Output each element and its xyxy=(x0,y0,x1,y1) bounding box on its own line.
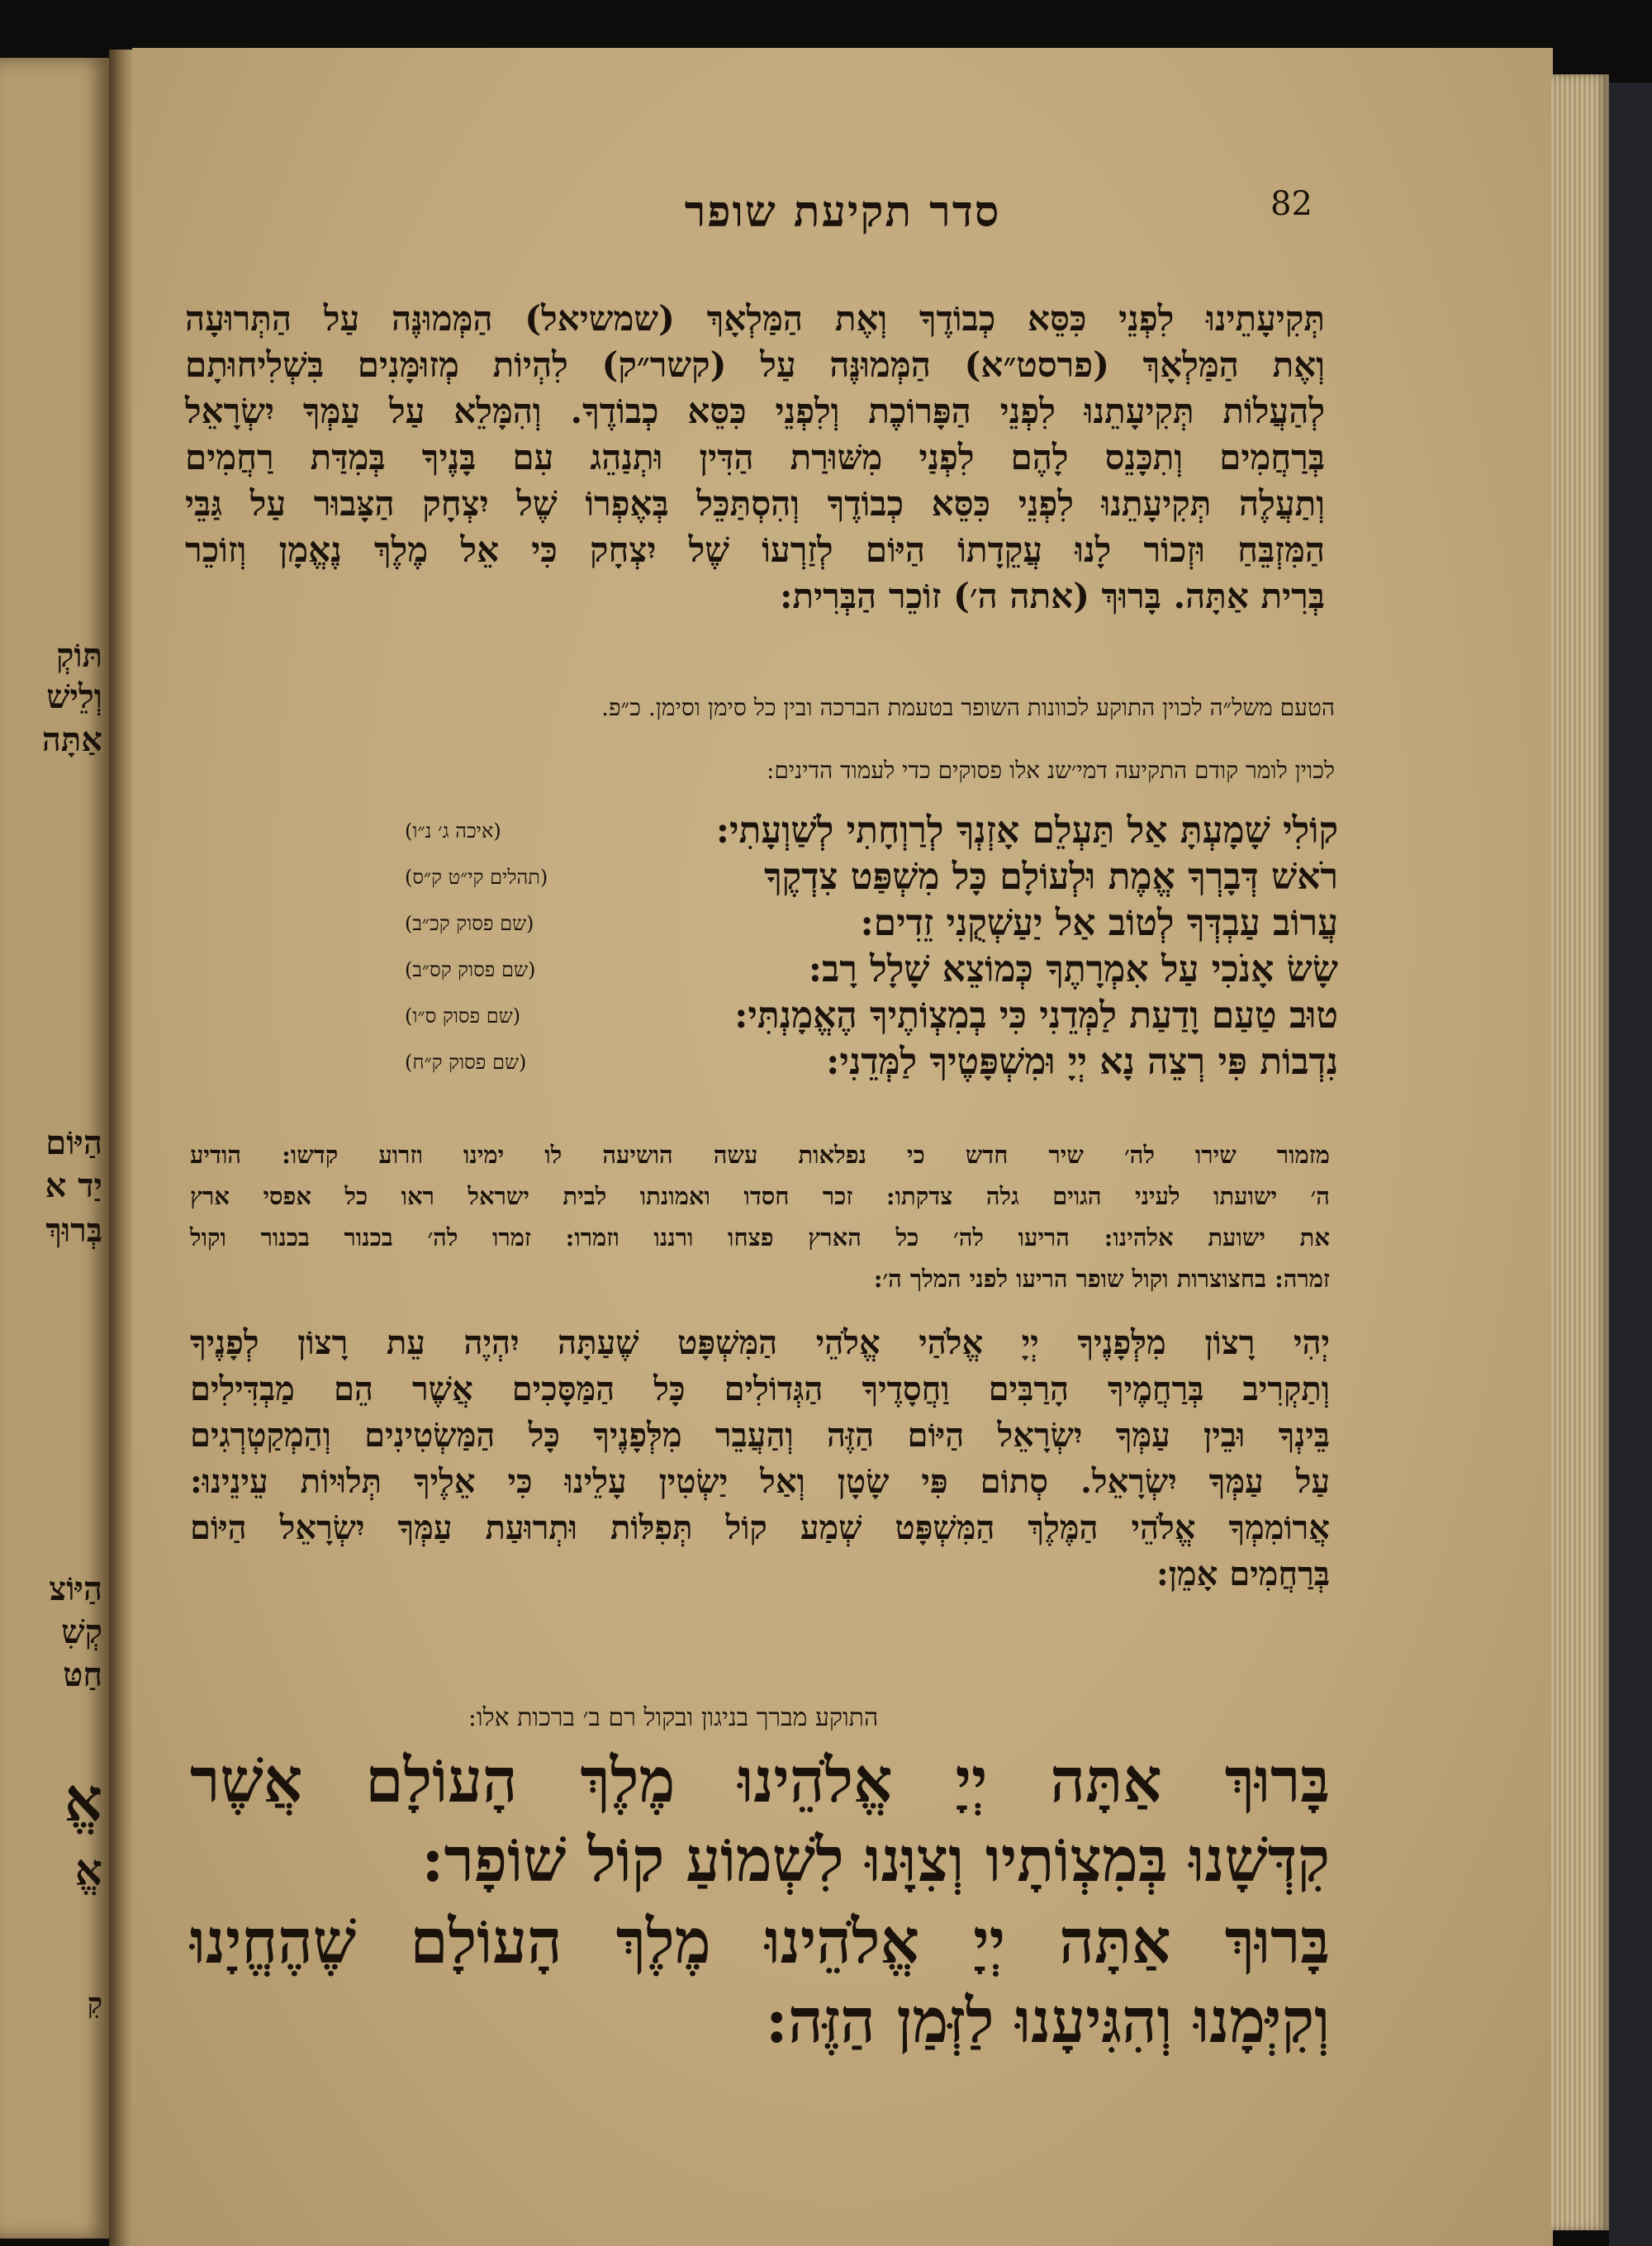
verse-text: רֹאשׁ דְּבָרְךָ אֱמֶת וּלְעוֹלָם כָּל מִשְׁפַּט צִדְקֶךָ xyxy=(764,856,1338,898)
left-page-fragment: אֱ xyxy=(74,1845,102,1896)
psalm-paragraph xyxy=(190,1134,1330,1299)
blessing-line: קִדְּשָׁנוּ בְּמִצְוֹתָיו וְצִוָּנוּ לִשְׁמוֹעַ קוֹל שׁוֹפָר: xyxy=(421,1825,1330,1896)
left-page-fragment: אֱ xyxy=(64,1764,102,1835)
prayer-line: וְאֶת הַמַּלְאָךְ (פרסט״א) הַמְּמוּנֶּה עַל (קשר״ק) לִהְיוֹת מְזוּמָּנִים בִּשְׁלִיחוּתָם xyxy=(185,344,1325,385)
verse-source: (שם פסוק קכ״ב) xyxy=(405,912,534,935)
verse-list xyxy=(405,810,1338,1087)
prayer-line: בְּרַחֲמִים וְתִכָּנֵס לָהֶם לִפְנַי מִשּׁוּרַת הַדִּין וּתְנַהֵג עִם בָּנֶיךָ בְּמִדַּת רַחֲמִים xyxy=(185,437,1325,477)
verse-text: שָׂשׂ אָנֹכִי עַל אִמְרָתֶךָ כְּמוֹצֵא שָׁלָל רָב: xyxy=(808,948,1338,990)
prayer-line: הַמִּזְבֵּחַ וּזְכוֹר לָנוּ עֲקֵדָתוֹ הַיּוֹם לְזַרְעוֹ שֶׁל יִצְחָק כִּי אֵל מֶלֶךְ נֶאֱמָן וְזוֹכֵר xyxy=(185,529,1325,570)
left-page-fragment: קִ xyxy=(87,1987,102,2020)
left-page-edge xyxy=(0,58,109,2239)
prayer-line: יְהִי רָצוֹן מִלְּפָנֶיךָ יְיָ אֱלֹהַי אֱלֹהֵי הַמִּשְׁפָּט שֶׁעַתָּה יִהְיֶה עֵת רָצוֹן לְפָנֶיךָ xyxy=(190,1323,1330,1362)
verse-row xyxy=(405,810,1338,856)
blessing-line: בָּרוּךְ אַתָּה יְיָ אֱלֹהֵינוּ מֶלֶךְ הָעוֹלָם שֶׁהֶחֱיָנוּ xyxy=(190,1906,1330,1978)
verse-text: עֲרוֹב עַבְדְּךָ לְטוֹב אַל יַעַשְׁקֻנִי זֵדִים: xyxy=(860,902,1338,944)
book-page xyxy=(132,48,1553,2246)
left-page-fragment: חַטּ xyxy=(63,1655,102,1694)
prayer-line: בְּרַחֲמִים אָמֵן: xyxy=(1156,1555,1330,1593)
left-page-fragment: וְלֵישׁ xyxy=(46,677,102,716)
yehi-ratzon-prayer xyxy=(190,1320,1330,1598)
blessing-shehecheyanu xyxy=(190,1902,1330,2061)
psalm-line: זמרה: בחצוצרות וקול שופר הריעו לפני המלך ה׳: xyxy=(873,1265,1330,1293)
page-header: סדר תקיעת שופר xyxy=(684,187,1001,237)
verse-row xyxy=(405,1041,1338,1087)
psalm-line: את ישועת אלהינו: הריעו לה׳ כל הארץ פצחו ורננו וזמרו: זמרו לה׳ בכנור בכנור וקול xyxy=(190,1223,1330,1251)
blessing-line: בָּרוּךְ אַתָּה יְיָ אֱלֹהֵינוּ מֶלֶךְ הָעוֹלָם אֲשֶׁר xyxy=(190,1745,1330,1816)
left-page-fragment: הַיּוֹם xyxy=(45,1123,102,1162)
opening-prayer xyxy=(185,296,1325,620)
verse-source: (תהלים קי״ט ק״ס) xyxy=(405,866,548,889)
blessing-line: וְקִיְּמָנוּ וְהִגִּיעָנוּ לַזְּמַן הַזֶּה: xyxy=(765,1986,1330,2057)
verse-row xyxy=(405,902,1338,948)
left-page-fragment: תּוֹקְ xyxy=(55,636,102,675)
page-edges xyxy=(1551,74,1609,2230)
verse-source: (איכה ג׳ נ״ו) xyxy=(405,819,501,843)
left-page-fragment: קְשִׁ xyxy=(61,1612,102,1651)
prayer-line: לְהַעֲלוֹת תְּקִיעָתֵנוּ לִפְנֵי הַפָּרוֹכֶת וְלִפְנֵי כִּסֵּא כְבוֹדֶךָ. וְהִמָּלֵא עַל עַמְּךָ יִשְׂרָאֵל xyxy=(185,391,1325,431)
psalm-line: ה׳ ישועתו לעיני הגוים גלה צדקתו: זכר חסדו ואמונתו לבית ישראל ראו כל אפסי ארץ xyxy=(190,1182,1330,1210)
verse-text: קוֹלִי שָׁמָעְתָּ אַל תַּעְלֵם אָזְנְךָ לְרַוְחָתִי לְשַׁוְעָתִי: xyxy=(715,810,1338,852)
page-number: 82 xyxy=(1270,185,1313,223)
psalm-line: מזמור שירו לה׳ שיר חדש כי נפלאות עשה הושיעה לו ימינו וזרוע קדשו: הודיע xyxy=(190,1141,1330,1169)
prayer-line: וְתַקְרִיב בְּרַחֲמֶיךָ הָרַבִּים וַחֲסָדֶיךָ הַגְּדוֹלִים כָּל הַמַּסָּכִים אֲשֶׁר הֵם מַבְדִּילִים xyxy=(190,1370,1330,1408)
verse-row xyxy=(405,856,1338,902)
instruction-note: לכוין לומר קודם התקיעה דמי׳שנ אלו פסוקים כדי לעמוד הדינים: xyxy=(766,757,1335,784)
blessing-shofar xyxy=(190,1741,1330,1900)
prayer-line: בֵּינְךָ וּבֵין עַמְּךָ יִשְׂרָאֵל הַיּוֹם הַזֶּה וְהַעֲבֵר מִלְּפָנֶיךָ כָּל הַמַּשְׂטִינִים וְהַמְקַטְרְגִים xyxy=(190,1416,1330,1455)
blessing-instruction: התוקע מברך בניגון ובקול רם ב׳ ברכות אלו: xyxy=(468,1703,879,1732)
prayer-line: בְּרִית אַתָּה. בָּרוּךְ (אתה ה׳) זוֹכֵר הַבְּרִית: xyxy=(780,576,1325,616)
prayer-line: וְתַעֲלֶה תְּקִיעָתֵנוּ לִפְנֵי כִּסֵּא כְבוֹדֶךָ וְהִסְתַּכֵּל בְּאֶפְרוֹ שֶׁל יִצְחָק הַצָּבוּר עַל גַּבֵּי xyxy=(185,483,1325,524)
verse-text: טוּב טַעַם וָדַעַת לַמְּדֵנִי כִּי בְמִצְוֹתֶיךָ הֶאֱמָנְתִּי: xyxy=(734,995,1338,1037)
left-page-fragment: יַד א xyxy=(45,1166,102,1205)
left-page-fragment: הַיּוֹצ xyxy=(49,1569,102,1608)
left-page-fragment: אַתָּה xyxy=(41,720,102,759)
verse-row xyxy=(405,995,1338,1041)
book-gutter xyxy=(109,50,134,2246)
verse-text: נִדְבוֹת פִּי רְצֵה נָא יְיָ וּמִשְׁפָּטֶיךָ לַמְּדֵנִי: xyxy=(826,1041,1338,1083)
book-binding xyxy=(1609,83,1652,2246)
left-page-fragment: בְּרוּךְ xyxy=(45,1211,102,1250)
verse-source: (שם פסוק קס״ב) xyxy=(405,958,536,981)
prayer-line: תְּקִיעָתֵינוּ לִפְנֵי כִּסֵּא כְבוֹדֶךָ וְאֶת הַמַּלְאָךְ (שמשיאל) הַמְּמוּנֶּה עַל הַתְּרוּעָה xyxy=(185,298,1325,339)
verse-source: (שם פסוק ק״ח) xyxy=(405,1051,527,1074)
verse-row xyxy=(405,948,1338,995)
verse-source: (שם פסוק ס״ו) xyxy=(405,1004,521,1028)
instruction-note: הטעם משל״ה לכוין התוקע לכוונות השופר בטעמת הברכה ובין כל סימן וסימן. כ״פ. xyxy=(601,694,1335,721)
prayer-line: אֲרוֹמִמְךָ אֱלֹהֵי הַמֶּלֶךְ הַמִּשְׁפָּט שְׁמַע קוֹל תְּפִלּוֹת וּתְרוּעַת עַמְּךָ יִשְׂרָאֵל הַיּוֹם xyxy=(190,1508,1330,1547)
prayer-line: עַל עַמְּךָ יִשְׂרָאֵל. סְתוֹם פִּי שָׂטָן וְאַל יַשְׂטִין עָלֵינוּ כִּי אֵלֶיךָ תְּלוּיוֹת עֵינֵינוּ: xyxy=(190,1462,1330,1501)
